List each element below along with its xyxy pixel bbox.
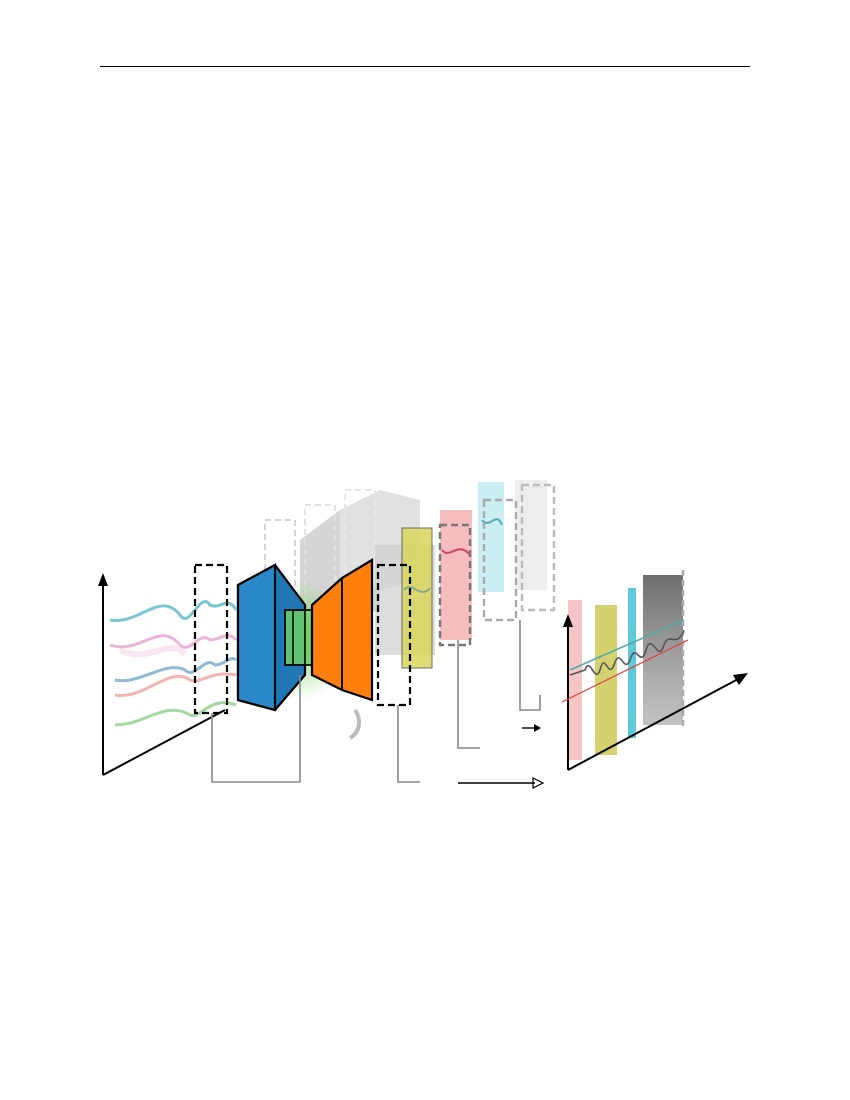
figure-11-diagram bbox=[0, 470, 850, 795]
equation-33 bbox=[100, 934, 750, 974]
input-signals bbox=[110, 602, 236, 725]
subsequence-panels bbox=[402, 480, 554, 668]
figure-10 bbox=[0, 0, 850, 440]
loss-plot bbox=[562, 570, 748, 770]
